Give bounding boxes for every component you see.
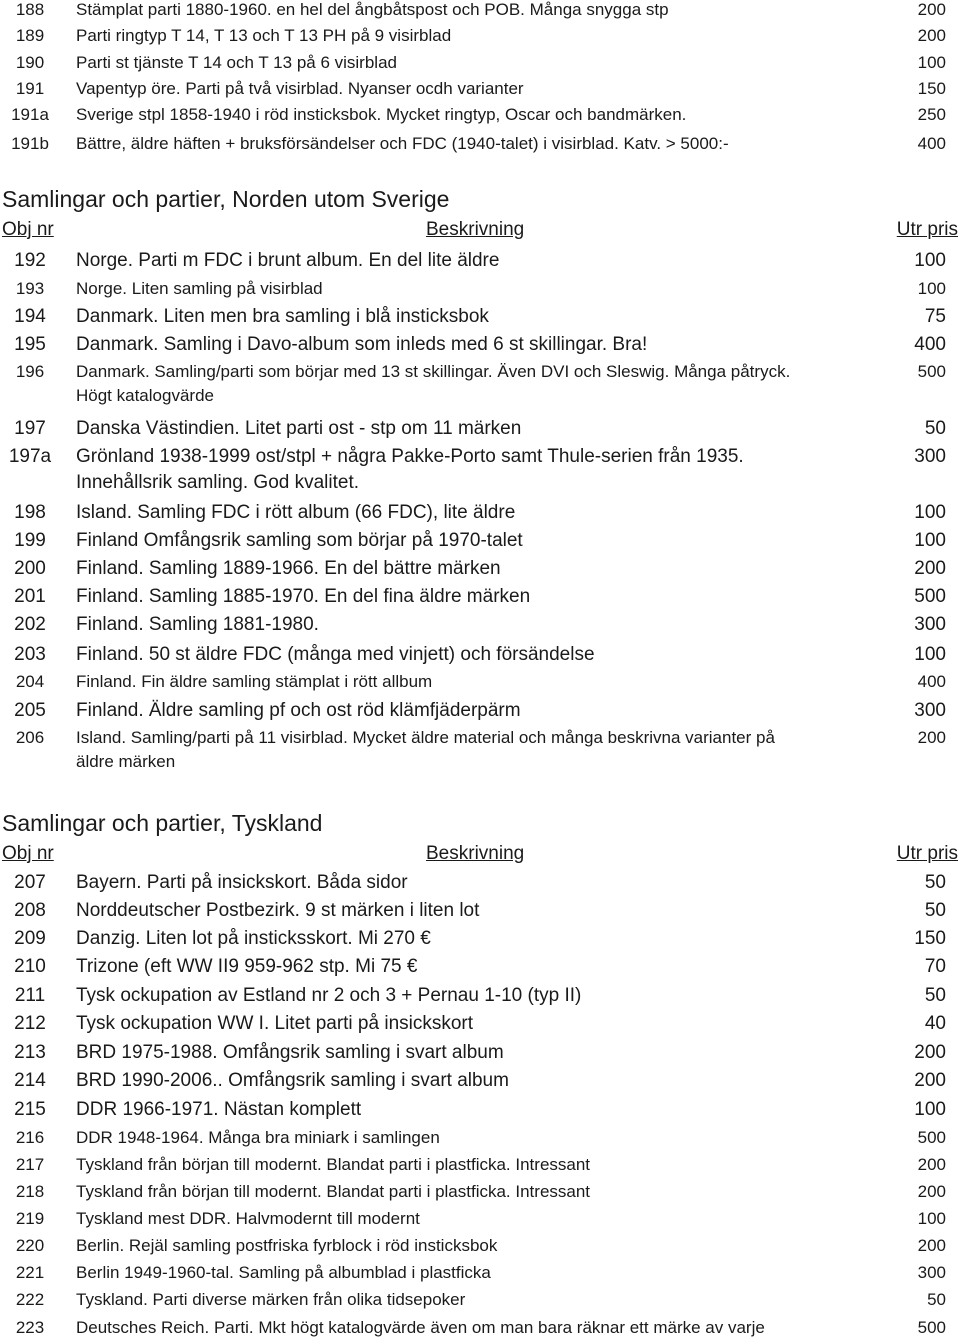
lot-price: 200 <box>917 728 946 747</box>
lot-description <box>76 446 876 494</box>
lot-description-line: Bayern. Parti på insickskort. Båda sidor <box>76 872 408 893</box>
lot-description: Vapentyp öre. Parti på två visirblad. Nyanser ocdh varianter <box>76 79 524 98</box>
lot-description <box>76 1013 876 1035</box>
lot-number: 215 <box>14 1099 46 1120</box>
lot-description-line: DDR 1966-1971. Nästan komplett <box>76 1099 362 1120</box>
lot-number: 221 <box>15 1263 45 1282</box>
lot-price: 300 <box>914 700 946 721</box>
lot-description-line: Tyskland. Parti diverse märken från olika tidsepoker <box>76 1290 466 1309</box>
lot-number: 203 <box>14 644 46 665</box>
lot-number: 206 <box>15 728 45 747</box>
lot-price: 200 <box>914 558 946 579</box>
lot-description: Parti ringtyp T 14, T 13 och T 13 PH på 9 visirblad <box>76 26 452 45</box>
lot-description <box>76 1155 876 1175</box>
lot-number: 196 <box>15 362 45 381</box>
lot-description <box>76 502 876 524</box>
lot-description-line: Finland. Äldre samling pf och ost röd klämfjäderpärm <box>76 700 521 721</box>
lot-description <box>76 306 876 328</box>
lot-number: 220 <box>15 1236 45 1255</box>
lot-description <box>76 250 876 272</box>
column-header-obj: Obj nr <box>2 219 54 240</box>
lot-description <box>76 1318 876 1338</box>
lot-description <box>76 530 876 552</box>
lot-number: 211 <box>14 985 46 1006</box>
section-title: Samlingar och partier, Norden utom Sverige <box>2 186 450 212</box>
lot-price: 300 <box>914 614 946 635</box>
lot-description <box>76 558 876 580</box>
lot-number: 194 <box>14 306 46 327</box>
lot-price: 200 <box>917 1155 946 1174</box>
lot-price: 100 <box>914 530 946 551</box>
column-header-row <box>0 219 960 245</box>
lot-description-line: Tysk ockupation WW I. Litet parti på insickskort <box>76 1013 474 1034</box>
lot-description <box>76 700 876 722</box>
lot-price: 40 <box>924 1013 946 1034</box>
lot-price: 100 <box>917 53 946 72</box>
lot-description <box>76 900 876 922</box>
lot-number: 205 <box>14 700 46 721</box>
lot-number: 213 <box>14 1042 46 1063</box>
lot-price: 50 <box>924 418 946 439</box>
lot-description-line: Danmark. Liten men bra samling i blå insticksbok <box>76 306 489 327</box>
lot-description-line: Tyskland från början till modernt. Blandat parti i plastficka. Intressant <box>76 1155 591 1174</box>
lot-description-line: Innehållsrik samling. God kvalitet. <box>76 472 360 493</box>
lot-description-line: Norddeutscher Postbezirk. 9 st märken i liten lot <box>76 900 480 921</box>
column-header-description: Beskrivning <box>426 219 525 240</box>
lot-number: 208 <box>14 900 46 921</box>
lot-description-line: Danska Västindien. Litet parti ost - stp om 11 märken <box>76 418 522 439</box>
lot-price: 200 <box>914 1070 946 1091</box>
lot-price: 50 <box>927 1290 946 1309</box>
lot-number: 214 <box>14 1070 46 1091</box>
lot-description-line: Danzig. Liten lot på insticksskort. Mi 270 € <box>76 928 431 949</box>
lot-price: 50 <box>924 900 946 921</box>
lot-price: 50 <box>924 985 946 1006</box>
lot-description: Sverige stpl 1858-1940 i röd insticksbok. Mycket ringtyp, Oscar och bandmärken. <box>76 105 687 124</box>
lot-description-line: Island. Samling/parti på 11 visirblad. Mycket äldre material och många beskrivna varianter på <box>76 728 775 747</box>
lot-description-line: Norge. Liten samling på visirblad <box>76 279 323 298</box>
lot-number: 189 <box>15 26 45 45</box>
lot-price: 500 <box>917 1128 946 1147</box>
lot-number: 192 <box>14 250 46 271</box>
lot-number: 193 <box>15 279 45 298</box>
lot-number: 217 <box>15 1155 45 1174</box>
lot-number: 219 <box>15 1209 45 1228</box>
column-header-price: Utr pris <box>896 219 958 240</box>
lot-price: 300 <box>917 1263 946 1282</box>
lot-description <box>76 728 876 772</box>
lot-description-line: Tyskland från början till modernt. Blandat parti i plastficka. Intressant <box>76 1182 591 1201</box>
lot-description-line: Trizone (eft WW II9 959-962 stp. Mi 75 € <box>76 956 418 977</box>
lot-number: 223 <box>15 1318 45 1337</box>
lot-price: 75 <box>924 306 946 327</box>
column-header-row <box>0 843 960 869</box>
lot-price: 100 <box>917 279 946 298</box>
lot-description <box>76 928 876 950</box>
lot-description-line: Berlin. Rejäl samling postfriska fyrblock i röd insticksbok <box>76 1236 498 1255</box>
lot-number: 222 <box>15 1290 45 1309</box>
lot-number: 198 <box>14 502 46 523</box>
lot-description-line: Finland. Samling 1889-1966. En del bättre märken <box>76 558 501 579</box>
lot-price: 200 <box>917 26 946 45</box>
lot-number: 210 <box>14 956 46 977</box>
lot-number: 212 <box>14 1013 46 1034</box>
column-header-description: Beskrivning <box>426 843 525 864</box>
lot-number: 207 <box>14 872 46 893</box>
lot-description <box>76 334 876 356</box>
lot-description <box>76 1070 876 1092</box>
lot-number: 191 <box>15 79 45 98</box>
lot-price: 400 <box>917 134 946 153</box>
lot-description-line: Högt katalogvärde <box>76 386 214 405</box>
lot-description-line: Tysk ockupation av Estland nr 2 och 3 + Pernau 1-10 (typ II) <box>76 985 582 1006</box>
lot-price: 100 <box>914 250 946 271</box>
lot-price: 70 <box>924 956 946 977</box>
lot-number: 197a <box>8 446 52 467</box>
lot-description-line: Finland Omfångsrik samling som börjar på 1970-talet <box>76 530 523 551</box>
lot-description <box>76 1236 876 1256</box>
lot-number: 191a <box>11 105 49 124</box>
lot-price: 200 <box>917 0 946 19</box>
lot-number: 199 <box>14 530 46 551</box>
lot-description-line: BRD 1975-1988. Omfångsrik samling i svart album <box>76 1042 504 1063</box>
lot-description <box>76 872 876 894</box>
lot-number: 216 <box>15 1128 45 1147</box>
lot-price: 500 <box>917 362 946 381</box>
lot-price: 100 <box>917 1209 946 1228</box>
lot-price: 150 <box>917 79 946 98</box>
lot-description-line: Deutsches Reich. Parti. Mkt högt katalogvärde även om man bara räknar ett märke av varje <box>76 1318 765 1337</box>
lot-description <box>76 279 876 299</box>
lot-description <box>76 1263 876 1283</box>
lot-price: 100 <box>914 1099 946 1120</box>
lot-number: 197 <box>14 418 46 439</box>
lot-number: 209 <box>14 928 46 949</box>
lot-description-line: Finland. Samling 1881-1980. <box>76 614 319 635</box>
lot-price: 500 <box>917 1318 946 1337</box>
lot-price: 500 <box>914 586 946 607</box>
column-header-obj: Obj nr <box>2 843 54 864</box>
lot-description-line: Finland. 50 st äldre FDC (många med vinjett) och försändelse <box>76 644 595 665</box>
lot-description-line: Finland. Fin äldre samling stämplat i rött allbum <box>76 672 433 691</box>
lot-price: 200 <box>917 1182 946 1201</box>
lot-price: 400 <box>917 672 946 691</box>
lot-description <box>76 586 876 608</box>
lot-price: 150 <box>914 928 946 949</box>
lot-price: 50 <box>924 872 946 893</box>
lot-description-line: Tyskland mest DDR. Halvmodernt till modernt <box>76 1209 420 1228</box>
lot-number: 191b <box>11 134 49 153</box>
lot-description: Bättre, äldre häften + bruksförsändelser och FDC (1940-talet) i visirblad. Katv. > 5000:- <box>76 134 729 153</box>
lot-price: 100 <box>914 502 946 523</box>
lot-price: 100 <box>914 644 946 665</box>
lot-description-line: äldre märken <box>76 752 176 771</box>
lot-price: 250 <box>917 105 946 124</box>
lot-description-line: DDR 1948-1964. Många bra miniark i samlingen <box>76 1128 440 1147</box>
lot-description <box>76 1128 876 1148</box>
lot-description <box>76 956 876 978</box>
lot-description <box>76 1290 876 1310</box>
lot-number: 188 <box>15 0 45 19</box>
lot-description-line: BRD 1990-2006.. Omfångsrik samling i svart album <box>76 1070 509 1091</box>
lot-description-line: Finland. Samling 1885-1970. En del fina äldre märken <box>76 586 531 607</box>
lot-description <box>76 614 876 636</box>
lot-number: 202 <box>14 614 46 635</box>
lot-number: 218 <box>15 1182 45 1201</box>
lot-price: 200 <box>917 1236 946 1255</box>
lot-description-line: Danmark. Samling i Davo-album som inleds med 6 st skillingar. Bra! <box>76 334 648 355</box>
lot-description: Parti st tjänste T 14 och T 13 på 6 visirblad <box>76 53 397 72</box>
section-title: Samlingar och partier, Tyskland <box>2 810 323 836</box>
column-header-price: Utr pris <box>896 843 958 864</box>
lot-number: 200 <box>14 558 46 579</box>
lot-description <box>76 1099 876 1121</box>
lot-description-line: Danmark. Samling/parti som börjar med 13 st skillingar. Även DVI och Sleswig. Många påtryck. <box>76 362 791 381</box>
lot-description-line: Berlin 1949-1960-tal. Samling på albumblad i plastficka <box>76 1263 491 1282</box>
lot-description-line: Norge. Parti m FDC i brunt album. En del lite äldre <box>76 250 500 271</box>
lot-number: 195 <box>14 334 46 355</box>
lot-description <box>76 672 876 692</box>
lot-price: 300 <box>914 446 946 467</box>
lot-description: Stämplat parti 1880-1960. en hel del ångbåtspost och POB. Många snygga stp <box>76 0 669 19</box>
lot-number: 201 <box>14 586 46 607</box>
lot-number: 190 <box>15 53 45 72</box>
lot-description <box>76 1182 876 1202</box>
lot-number: 204 <box>15 672 45 691</box>
lot-description <box>76 1042 876 1064</box>
lot-description <box>76 362 876 406</box>
lot-description-line: Grönland 1938-1999 ost/stpl + några Pakke-Porto samt Thule-serien från 1935. <box>76 446 744 467</box>
lot-price: 400 <box>914 334 946 355</box>
lot-description <box>76 644 876 666</box>
lot-description <box>76 418 876 440</box>
lot-price: 200 <box>914 1042 946 1063</box>
lot-description <box>76 1209 876 1229</box>
lot-description <box>76 985 876 1007</box>
lot-description-line: Island. Samling FDC i rött album (66 FDC), lite äldre <box>76 502 516 523</box>
